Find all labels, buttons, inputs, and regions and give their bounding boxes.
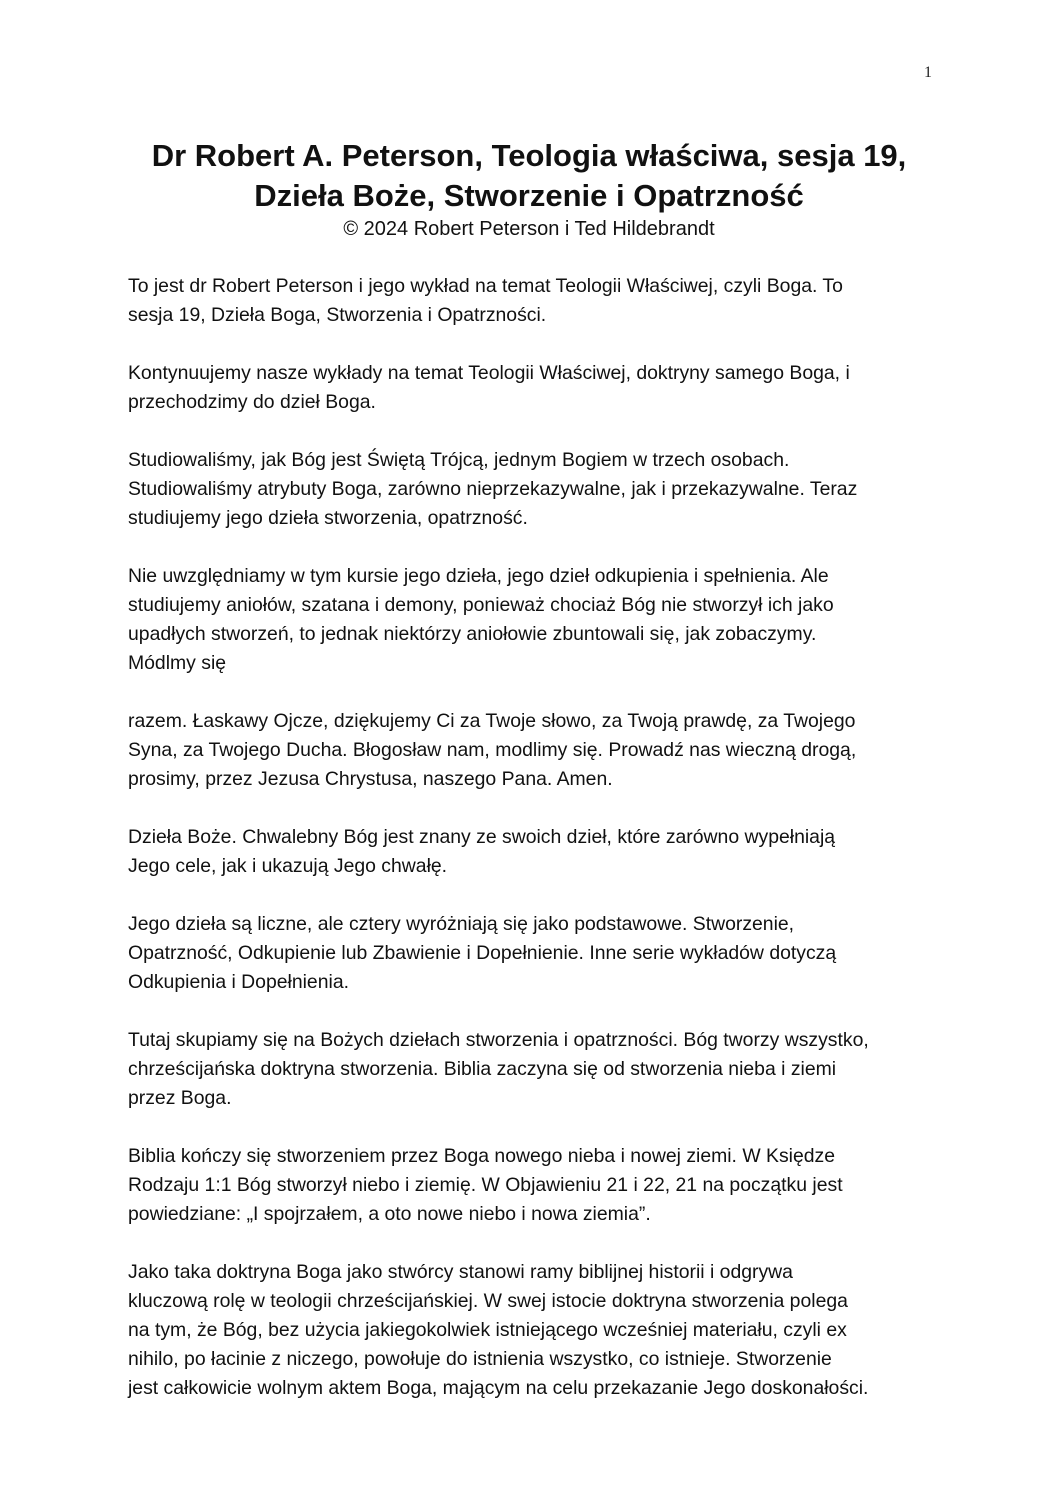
text-line: Studiowaliśmy atrybuty Boga, zarówno nieprzekazywalne, jak i przekazywalne. Teraz [128,478,858,500]
text-line: prosimy, przez Jezusa Chrystusa, naszego Pana. Amen. [128,768,613,790]
paragraph [128,1258,940,1403]
text-line: Jako taka doktryna Boga jako stwórcy stanowi ramy biblijnej historii i odgrywa [128,1261,793,1283]
copyright-notice: © 2024 Robert Peterson i Ted Hildebrandt [343,218,715,240]
document-title-line-2: Dzieła Boże, Stworzenie i Opatrzność [254,178,804,213]
paragraph [128,1026,940,1113]
document-title-line-1: Dr Robert A. Peterson, Teologia właściwa, sesja 19, [151,138,907,173]
text-line: Odkupienia i Dopełnienia. [128,971,349,993]
text-line: Tutaj skupiamy się na Bożych dziełach stworzenia i opatrzności. Bóg tworzy wszystko, [128,1029,869,1051]
paragraph [128,562,940,678]
text-line: studiujemy jego dzieła stworzenia, opatrzność. [128,507,528,529]
text-line: chrześcijańska doktryna stworzenia. Biblia zaczyna się od stworzenia nieba i ziemi [128,1058,837,1080]
text-line: Dzieła Boże. Chwalebny Bóg jest znany ze swoich dzieł, które zarówno wypełniają [128,826,836,848]
text-line: Kontynuujemy nasze wykłady na temat Teologii Właściwej, doktryny samego Boga, i [128,362,850,384]
text-line: upadłych stworzeń, to jednak niektórzy aniołowie zbuntowali się, jak zobaczymy. [128,623,817,645]
paragraph [128,446,940,533]
paragraph [128,1142,940,1229]
page-number: 1 [924,64,932,81]
paragraph [128,359,940,417]
text-line: studiujemy aniołów, szatana i demony, ponieważ chociaż Bóg nie stworzył ich jako [128,594,834,616]
text-line: Módlmy się [128,652,227,674]
text-line: To jest dr Robert Peterson i jego wykład na temat Teologii Właściwej, czyli Boga. To [128,275,843,297]
text-line: Jego dzieła są liczne, ale cztery wyróżniają się jako podstawowe. Stworzenie, [128,913,795,935]
text-line: Studiowaliśmy, jak Bóg jest Świętą Trójcą, jednym Bogiem w trzech osobach. [128,449,790,471]
text-line: przechodzimy do dzieł Boga. [128,391,376,413]
text-line: powiedziane: „I spojrzałem, a oto nowe niebo i nowa ziemia”. [128,1203,651,1225]
text-line: Biblia kończy się stworzeniem przez Boga nowego nieba i nowej ziemi. W Księdze [128,1145,836,1167]
text-line: sesja 19, Dzieła Boga, Stworzenia i Opatrzności. [128,304,547,326]
paragraph-intro [128,272,940,330]
text-line: kluczową rolę w teologii chrześcijańskiej. W swej istocie doktryna stworzenia polega [128,1290,848,1312]
text-line: Rodzaju 1:1 Bóg stworzył niebo i ziemię. W Objawieniu 21 i 22, 21 na początku jest [128,1174,843,1196]
paragraph [128,910,940,997]
document-header [0,136,1058,242]
text-line: na tym, że Bóg, bez użycia jakiegokolwiek istniejącego wcześniej materiału, czyli ex [128,1319,847,1341]
text-line: jest całkowicie wolnym aktem Boga, mającym na celu przekazanie Jego doskonałości. [128,1377,869,1399]
paragraph [128,823,940,881]
text-line: Syna, za Twojego Ducha. Błogosław nam, modlimy się. Prowadź nas wieczną drogą, [128,739,857,761]
paragraph-prayer [128,707,940,794]
text-line: Jego cele, jak i ukazują Jego chwałę. [128,855,448,877]
text-line: Nie uwzględniamy w tym kursie jego dzieła, jego dzieł odkupienia i spełnienia. Ale [128,565,829,587]
text-line: razem. Łaskawy Ojcze, dziękujemy Ci za Twoje słowo, za Twoją prawdę, za Twojego [128,710,856,732]
text-line: nihilo, po łacinie z niczego, powołuje do istnienia wszystko, co istnieje. Stworzenie [128,1348,832,1370]
text-line: Opatrzność, Odkupienie lub Zbawienie i Dopełnienie. Inne serie wykładów dotyczą [128,942,837,964]
text-line: przez Boga. [128,1087,232,1109]
document-body [128,272,940,1432]
